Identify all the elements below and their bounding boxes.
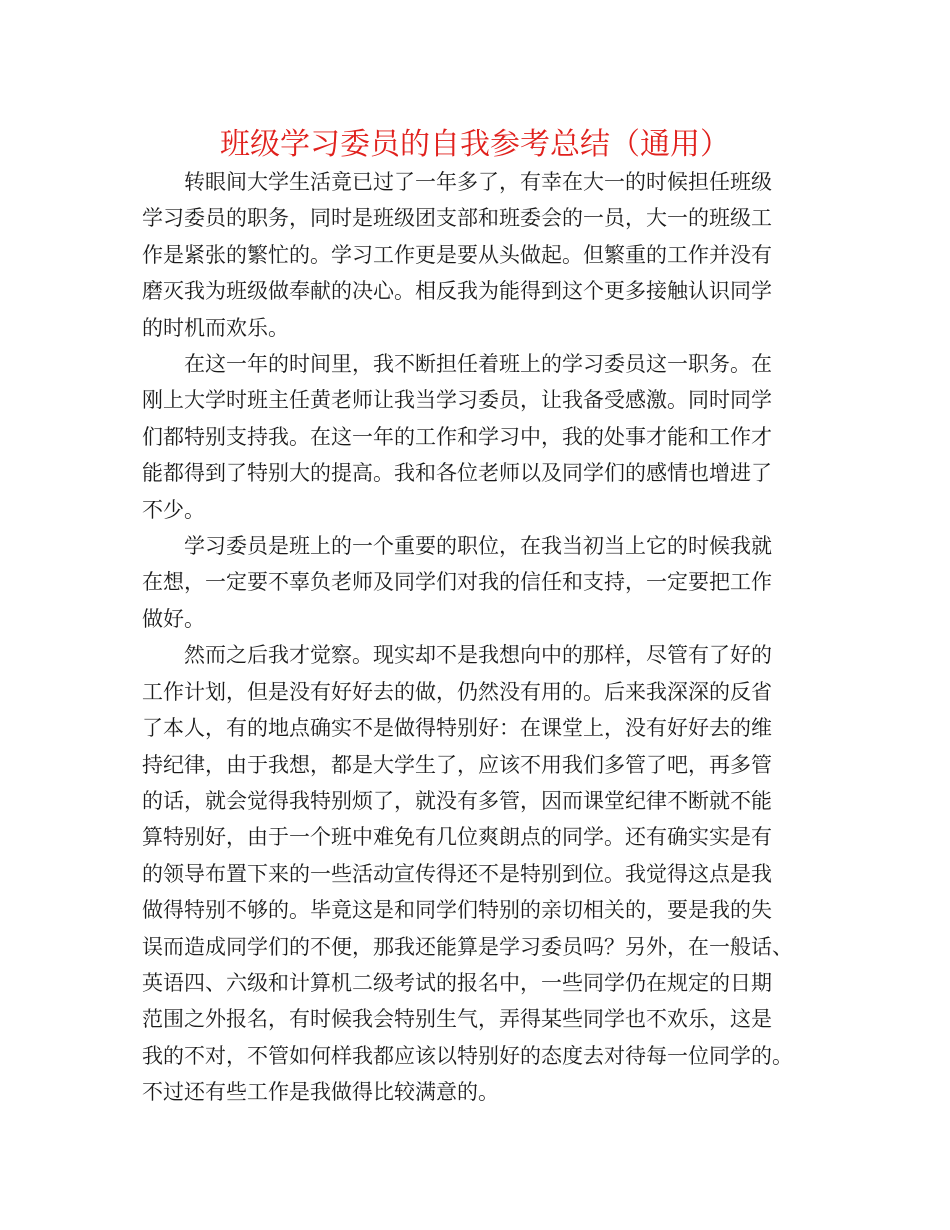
text-line: 然而之后我才觉察。现实却不是我想向中的那样，尽管有了好的 <box>184 643 772 668</box>
paragraph <box>142 637 812 1110</box>
text-line: 我的不对，不管如何样我都应该以特别好的态度去对待每一位同学的。 <box>142 1043 793 1068</box>
text-line: 的时机而欢乐。 <box>142 315 289 340</box>
text-line: 在想，一定要不辜负老师及同学们对我的信任和支持，一定要把工作 <box>142 570 772 595</box>
text-line: 刚上大学时班主任黄老师让我当学习委员，让我备受感激。同时同学 <box>142 388 772 413</box>
text-line: 磨灭我为班级做奉献的决心。相反我为能得到这个更多接触认识同学 <box>142 279 772 304</box>
text-line: 能都得到了特别大的提高。我和各位老师以及同学们的感情也增进了 <box>142 461 772 486</box>
text-line: 们都特别支持我。在这一年的工作和学习中，我的处事才能和工作才 <box>142 424 772 449</box>
text-line: 不少。 <box>142 497 205 522</box>
document-body <box>142 164 812 1111</box>
text-line: 范围之外报名，有时候我会特别生气，弄得某些同学也不欢乐，这是 <box>142 1007 772 1032</box>
paragraph <box>142 164 812 346</box>
document-title: 班级学习委员的自我参考总结（通用） <box>220 127 730 162</box>
text-line: 做好。 <box>142 606 205 631</box>
text-line: 工作计划，但是没有好好去的做，仍然没有用的。后来我深深的反省 <box>142 679 772 704</box>
paragraph <box>142 528 812 637</box>
text-line: 持纪律，由于我想，都是大学生了，应该不用我们多管了吧，再多管 <box>142 752 772 777</box>
text-line: 做得特别不够的。毕竟这是和同学们特别的亲切相关的，要是我的失 <box>142 898 772 923</box>
text-line: 误而造成同学们的不便，那我还能算是学习委员吗？另外，在一般话、 <box>142 934 793 959</box>
paragraph <box>142 346 812 528</box>
text-line: 作是紧张的繁忙的。学习工作更是要从头做起。但繁重的工作并没有 <box>142 242 772 267</box>
text-line: 在这一年的时间里，我不断担任着班上的学习委员这一职务。在 <box>184 352 772 377</box>
text-line: 转眼间大学生活竟已过了一年多了，有幸在大一的时候担任班级 <box>184 170 772 194</box>
text-line: 的领导布置下来的一些活动宣传得还不是特别到位。我觉得这点是我 <box>142 861 772 886</box>
text-line: 学习委员是班上的一个重要的职位，在我当初当上它的时候我就 <box>184 534 772 559</box>
text-line: 了本人，有的地点确实不是做得特别好：在课堂上，没有好好去的维 <box>142 716 772 741</box>
text-line: 的话，就会觉得我特别烦了，就没有多管，因而课堂纪律不断就不能 <box>142 788 772 813</box>
text-line: 不过还有些工作是我做得比较满意的。 <box>142 1080 499 1105</box>
text-line: 学习委员的职务，同时是班级团支部和班委会的一员，大一的班级工 <box>142 206 772 231</box>
text-line: 英语四、六级和计算机二级考试的报名中，一些同学仍在规定的日期 <box>142 970 772 995</box>
text-line: 算特别好，由于一个班中难免有几位爽朗点的同学。还有确实实是有 <box>142 825 772 850</box>
